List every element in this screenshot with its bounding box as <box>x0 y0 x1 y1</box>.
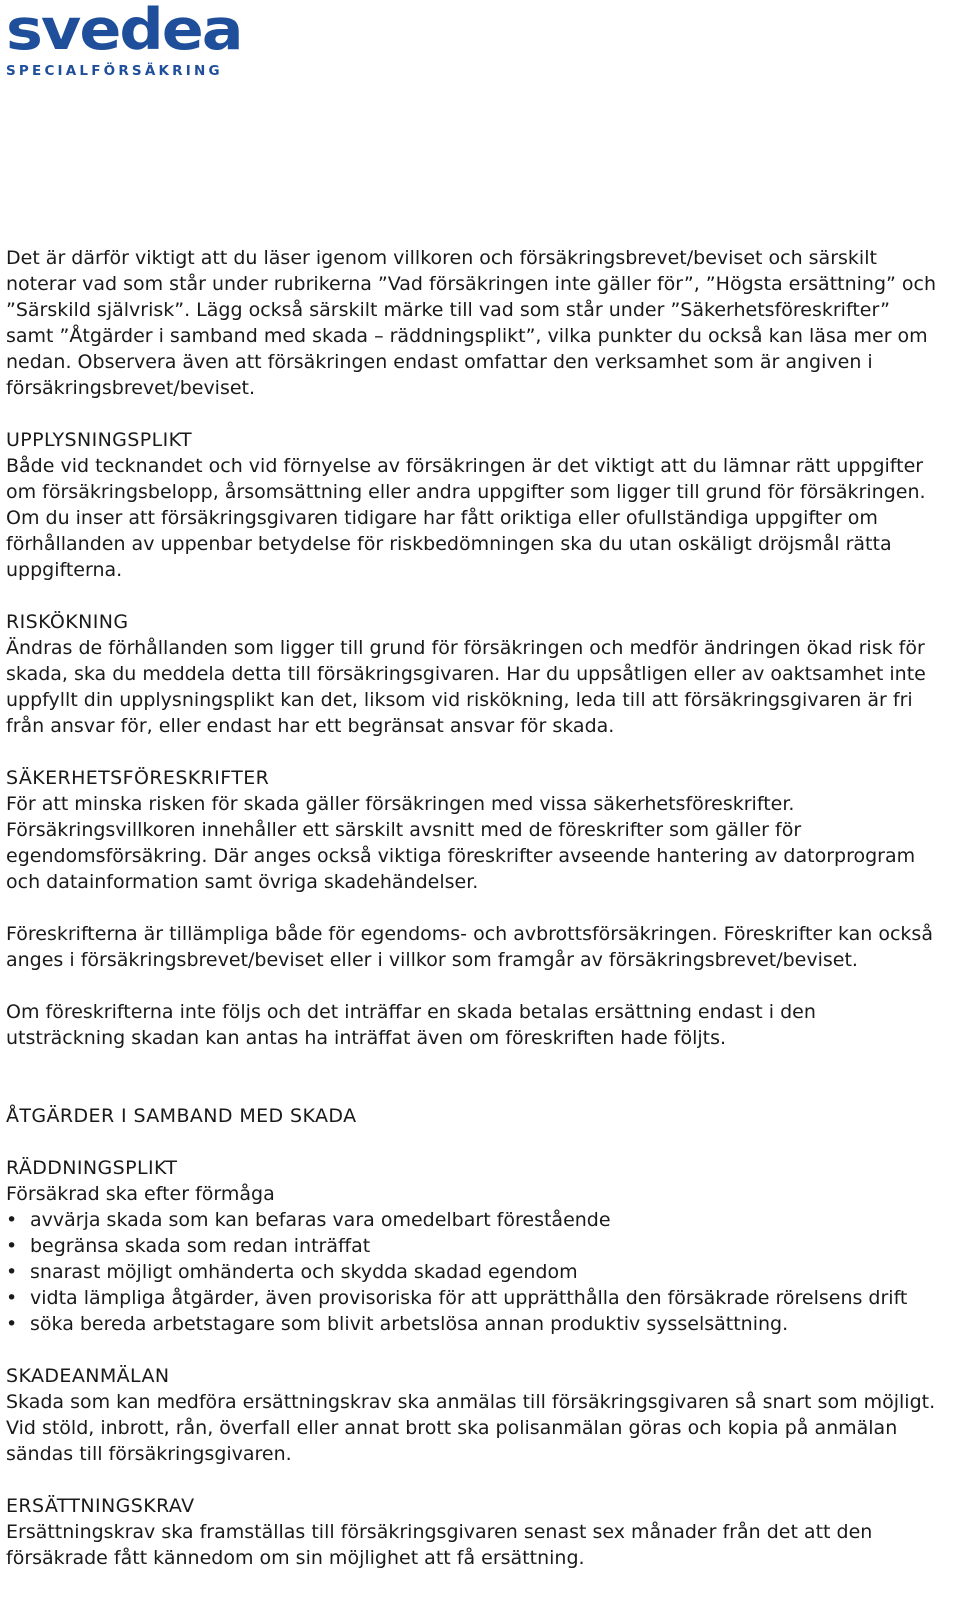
text-skadeanmalan: Skada som kan medföra ersättningskrav ska anmälas till försäkringsgivaren så snart som möjligt. Vid stöld, inbrott, rån, överfall eller annat brott ska polisanmälan göras och kopia på anmälan sändas till försäkringsgivaren. <box>6 1391 936 1465</box>
text-sakerhet-1: För att minska risken för skada gäller försäkringen med vissa säkerhetsföreskrifter. Försäkringsvillkoren innehåller ett särskilt avsnitt med de föreskrifter som gäller för egendomsförsäkring. Där anges också viktiga föreskrifter avseende hantering av datorprogram och datainformation samt övriga skadehändelser. <box>6 793 916 893</box>
logo-wordmark: svedea <box>6 0 242 63</box>
logo-subtitle: SPECIALFÖRSÄKRING <box>6 63 223 79</box>
list-item: • snarast möjligt omhänderta och skydda skadad egendom <box>6 1259 941 1285</box>
list-item: • vidta lämpliga åtgärder, även provisoriska för att upprätthålla den försäkrade rörelsens drift <box>6 1285 941 1311</box>
heading-skadeanmalan: SKADEANMÄLAN <box>6 1365 170 1387</box>
text-upplysningsplikt: Både vid tecknandet och vid förnyelse av försäkringen är det viktigt att du lämnar rätt uppgifter om försäkringsbelopp, årsomsättning eller andra uppgifter som ligger till grund för försäkringen. Om du inser att försäkringsgivaren tidigare har fått oriktiga eller ofullständiga uppgifter om förhållanden av uppenbar betydelse för riskbedömningen ska du utan oskäligt dröjsmål rätta uppgifterna. <box>6 455 926 581</box>
section-sakerhetsforeskrifter <box>6 765 941 1051</box>
list-item: • söka bereda arbetstagare som blivit arbetslösa annan produktiv sysselsättning. <box>6 1311 941 1337</box>
section-riskokning <box>6 609 941 739</box>
section-upplysningsplikt <box>6 427 941 583</box>
intro-paragraph: Det är därför viktigt att du läser igenom villkoren och försäkringsbrevet/beviset och särskilt noterar vad som står under rubrikerna ”Vad försäkringen inte gäller för”, ”Högsta ersättning” och ”Särskild självrisk”. Lägg också särskilt märke till vad som står under ”Säkerhetsföreskrifter” samt ”Åtgärder i samband med skada – räddningsplikt”, vilka punkter du också kan läsa mer om nedan. Observera även att försäkringen endast omfattar den verksamhet som är angiven i försäkringsbrevet/beviset. <box>6 247 937 399</box>
heading-sakerhetsforeskrifter: SÄKERHETSFÖRESKRIFTER <box>6 767 270 789</box>
heading-riskokning: RISKÖKNING <box>6 611 129 633</box>
heading-upplysningsplikt: UPPLYSNINGSPLIKT <box>6 429 192 451</box>
svedea-logo <box>6 0 242 79</box>
section-ersattningskrav <box>6 1493 941 1571</box>
document-body <box>6 245 941 1571</box>
text-ersattningskrav: Ersättningskrav ska framställas till försäkringsgivaren senast sex månader från det att den försäkrade fått kännedom om sin möjlighet att få ersättning. <box>6 1521 873 1569</box>
text-raddning-lead: Försäkrad ska efter förmåga <box>6 1183 275 1205</box>
section-skadeanmalan <box>6 1363 941 1467</box>
list-item: • begränsa skada som redan inträffat <box>6 1233 941 1259</box>
section-raddningsplikt <box>6 1155 941 1337</box>
heading-raddningsplikt: RÄDDNINGSPLIKT <box>6 1157 178 1179</box>
text-sakerhet-2: Föreskrifterna är tillämpliga både för egendoms- och avbrottsförsäkringen. Föreskrifter kan också anges i försäkringsbrevet/beviset eller i villkor som framgår av försäkringsbrevet/beviset. <box>6 923 933 971</box>
raddning-list <box>6 1207 941 1337</box>
heading-ersattningskrav: ERSÄTTNINGSKRAV <box>6 1495 195 1517</box>
heading-atgarder: ÅTGÄRDER I SAMBAND MED SKADA <box>6 1105 357 1127</box>
text-riskokning: Ändras de förhållanden som ligger till grund för försäkringen och medför ändringen ökad risk för skada, ska du meddela detta till försäkringsgivaren. Har du uppsåtligen eller av oaktsamhet inte uppfyllt din upplysningsplikt kan det, liksom vid riskökning, leda till att försäkringsgivaren är fri från ansvar för, eller endast har ett begränsat ansvar för skada. <box>6 637 926 737</box>
text-sakerhet-3: Om föreskrifterna inte följs och det inträffar en skada betalas ersättning endast i den utsträckning skadan kan antas ha inträffat även om föreskriften hade följts. <box>6 1001 816 1049</box>
list-item: • avvärja skada som kan befaras vara omedelbart förestående <box>6 1207 941 1233</box>
